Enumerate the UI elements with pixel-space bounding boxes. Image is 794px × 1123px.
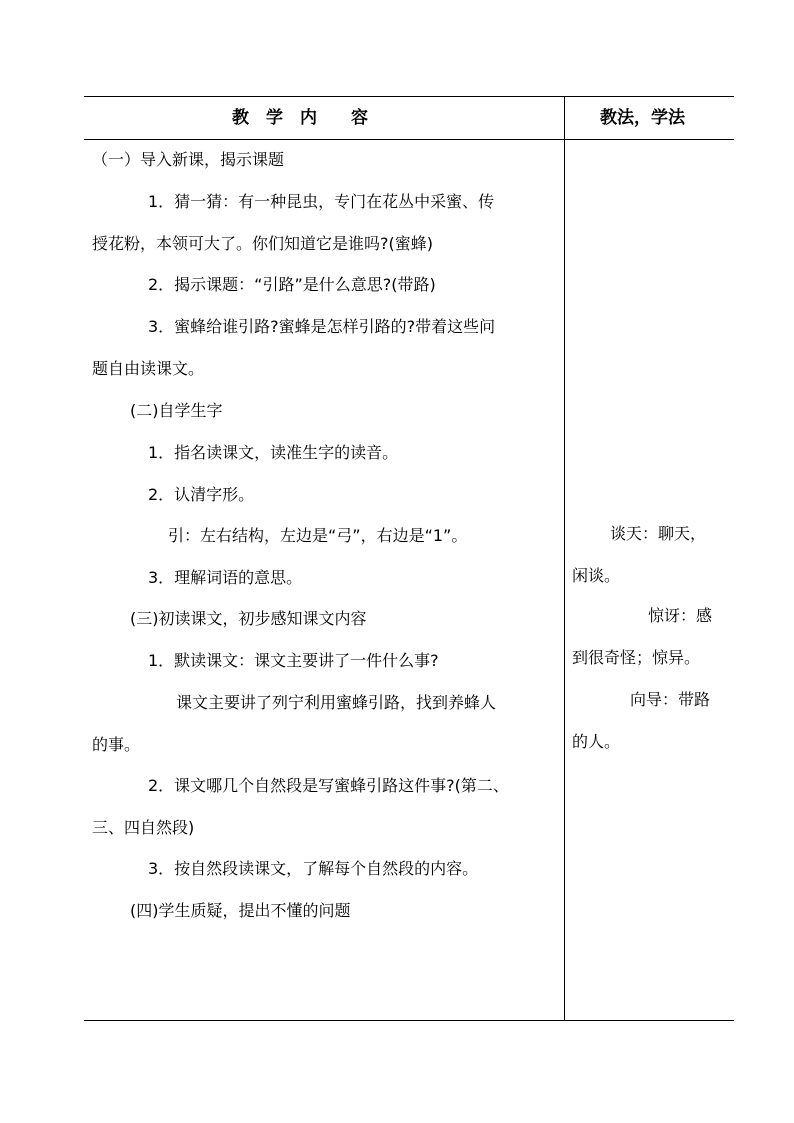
content-line: 1．猜一猜：有一种昆虫，专门在花丛中采蜜、传 (148, 192, 495, 211)
section-heading-4: (四)学生质疑，提出不懂的问题 (130, 901, 351, 920)
content-line: 题自由读课文。 (92, 359, 205, 378)
content-line: 授花粉，本领可大了。你们知道它是谁吗?(蜜蜂) (92, 234, 433, 253)
column-header-methods: 教法，学法 (600, 108, 685, 128)
content-line: 2．认清字形。 (148, 485, 255, 504)
content-line: 2．揭示课题：“引路”是什么意思?(带路) (148, 275, 436, 294)
section-heading-3: (三)初读课文，初步感知课文内容 (130, 609, 367, 628)
table-top-border (84, 96, 734, 97)
content-line: 引：左右结构，左边是“弓”，右边是“1”。 (168, 526, 468, 545)
content-line: 1．默读课文：课文主要讲了一件什么事? (148, 651, 439, 670)
section-heading-1: （一）导入新课，揭示课题 (92, 150, 285, 169)
content-line: 3．理解词语的意思。 (148, 568, 303, 587)
note-line: 到很奇怪；惊异。 (572, 648, 701, 667)
section-heading-2: (二)自学生字 (130, 401, 223, 420)
content-line: 1．指名读课文，读准生字的读音。 (148, 443, 399, 462)
note-line: 惊讶：感 (648, 606, 713, 625)
table-header-divider (84, 139, 734, 140)
content-line: 课文主要讲了列宁利用蜜蜂引路，找到养蜂人 (176, 693, 497, 712)
content-line: 的事。 (92, 735, 141, 754)
content-line: 三、四自然段) (92, 818, 195, 837)
content-line: 2．课文哪几个自然段是写蜜蜂引路这件事?(第二、 (148, 776, 509, 795)
table-column-divider (564, 96, 565, 1021)
content-line: 3．蜜蜂给谁引路?蜜蜂是怎样引路的?带着这些问 (148, 317, 496, 336)
note-line: 的人。 (572, 732, 621, 751)
note-line: 谈天：聊天， (610, 524, 707, 543)
note-line: 闲谈。 (572, 566, 621, 585)
note-line: 向导：带路 (630, 690, 711, 709)
column-header-content: 教 学 内 容 (232, 108, 368, 128)
table-bottom-border (84, 1020, 734, 1021)
content-line: 3．按自然段读课文，了解每个自然段的内容。 (148, 859, 479, 878)
